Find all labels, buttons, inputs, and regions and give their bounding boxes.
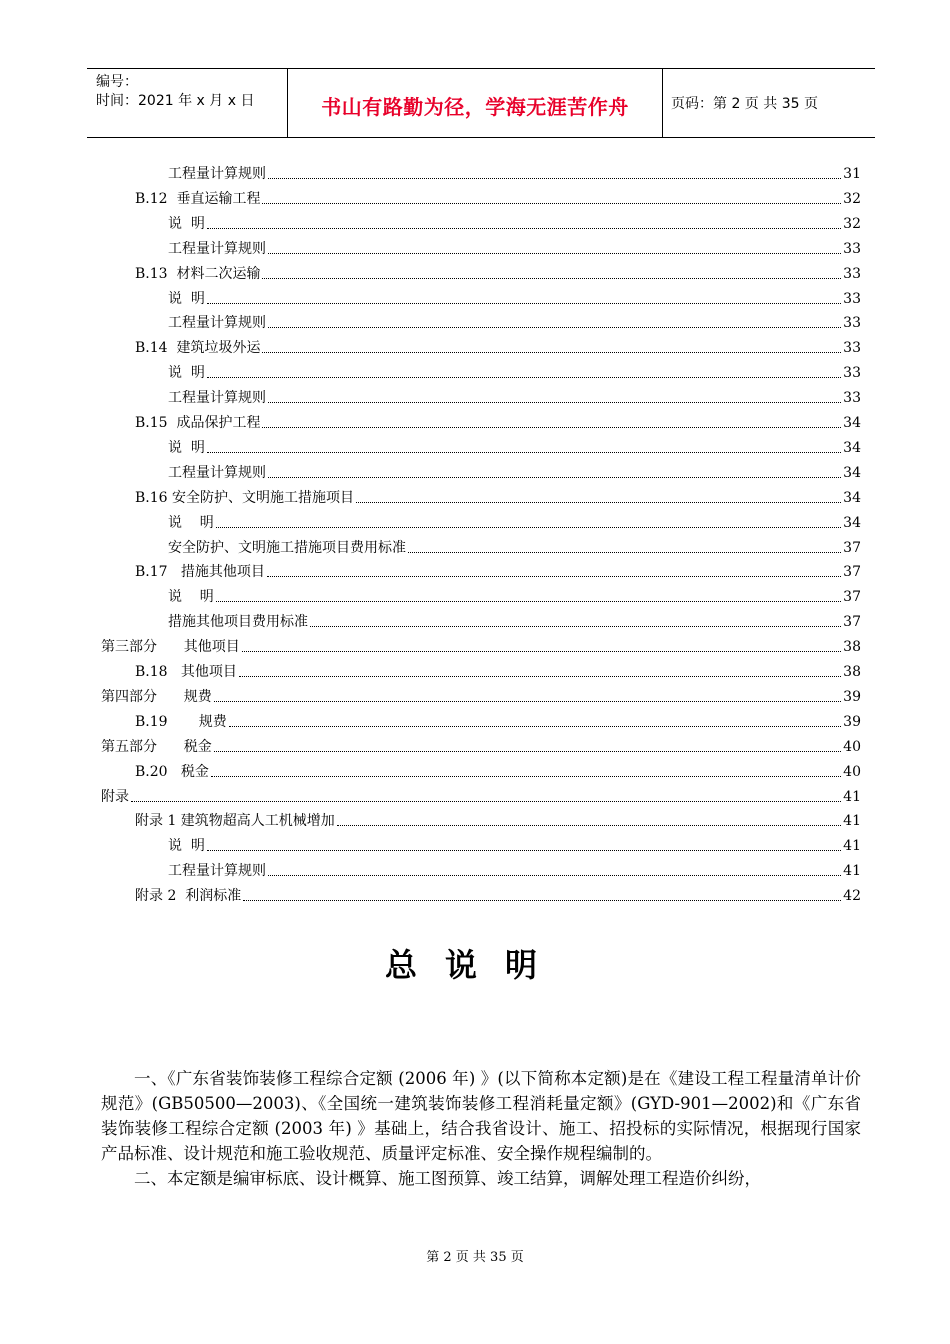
- toc-leader-dots: [131, 800, 841, 802]
- toc-leader-dots: [229, 725, 841, 727]
- toc-entry[interactable]: [168, 233, 861, 258]
- serial-label: 编号：: [96, 74, 138, 90]
- header-motto-cell: [287, 69, 663, 137]
- toc-entry-page: 41: [843, 863, 861, 880]
- toc-entry-title: 说 明: [168, 589, 214, 606]
- toc-entry[interactable]: [168, 208, 861, 233]
- toc-entry-page: 34: [843, 464, 861, 481]
- toc-entry-page: 33: [843, 365, 861, 382]
- toc-entry-page: 41: [843, 813, 861, 830]
- toc-entry-title: 说 明: [168, 514, 214, 531]
- toc-entry-page: 34: [843, 415, 861, 431]
- paragraph-1: 一、《广东省装饰装修工程综合定额 (2006 年) 》(以下简称本定额)是在《建设工程工程量清单计价规范》(GB50500—2003)、《全国统一建筑装饰装修工程消耗量定额》(GYD-901—2002)和《广东省装饰装修工程综合定额 (2003 年) 》基础上，结合我省设计、施工、招投标的实际情况，根据现行国家产品标准、设计规范和施工验收规范、质量评定标准、安全操作规程编制的。: [101, 1069, 861, 1163]
- toc-entry[interactable]: [135, 805, 861, 830]
- toc-entry-page: 40: [843, 763, 861, 780]
- toc-entry[interactable]: [135, 756, 861, 781]
- toc-entry-page: 33: [843, 315, 861, 332]
- toc-entry-title: 附录 2 利润标准: [135, 888, 242, 905]
- toc-entry-title: 第五部分 税金: [101, 738, 212, 755]
- toc-entry-title: 附录: [101, 788, 129, 805]
- toc-leader-dots: [408, 551, 841, 553]
- toc-leader-dots: [211, 775, 841, 777]
- toc-entry-title: 第三部分 其他项目: [101, 639, 240, 656]
- toc-entry[interactable]: [168, 432, 861, 457]
- toc-entry-title: B.18 其他项目: [135, 664, 237, 680]
- toc-entry-title: 说 明: [168, 215, 205, 232]
- toc-entry[interactable]: [168, 457, 861, 482]
- toc-entry[interactable]: [101, 631, 861, 656]
- toc-entry[interactable]: [168, 307, 861, 332]
- toc-entry-page: 33: [843, 290, 861, 307]
- toc-entry-page: 34: [843, 439, 861, 456]
- toc-entry-title: 说 明: [168, 365, 205, 382]
- toc-entry[interactable]: [135, 407, 861, 432]
- toc-entry-page: 42: [843, 888, 861, 905]
- toc-entry[interactable]: [168, 158, 861, 183]
- toc-entry-title: 工程量计算规则: [168, 464, 266, 481]
- toc-entry-title: 附录 1 建筑物超高人工机械增加: [135, 813, 335, 830]
- toc-leader-dots: [262, 426, 841, 428]
- toc-leader-dots: [214, 750, 841, 752]
- toc-leader-dots: [310, 625, 841, 627]
- toc-leader-dots: [207, 227, 841, 229]
- toc-entry[interactable]: [168, 283, 861, 308]
- toc-entry-page: 37: [843, 539, 861, 556]
- page-header: [87, 68, 875, 138]
- toc-entry-title: 工程量计算规则: [168, 390, 266, 407]
- toc-entry-title: B.15 成品保护工程: [135, 415, 261, 431]
- page-footer: 第 2 页 共 35 页: [426, 1250, 524, 1265]
- toc-entry-page: 39: [843, 688, 861, 705]
- toc-leader-dots: [242, 650, 841, 652]
- header-page-cell: [662, 69, 875, 137]
- toc-entry[interactable]: [168, 581, 861, 606]
- toc-leader-dots: [243, 899, 841, 901]
- toc-entry-page: 40: [843, 738, 861, 755]
- toc-leader-dots: [262, 202, 841, 204]
- toc-entry[interactable]: [135, 332, 861, 357]
- page-info: 页码：第 2 页 共 35 页: [671, 96, 818, 112]
- toc-entry-page: 32: [843, 215, 861, 232]
- toc-entry-page: 38: [843, 664, 861, 680]
- toc-entry-page: 32: [843, 190, 861, 207]
- toc-entry-page: 33: [843, 240, 861, 257]
- toc-entry[interactable]: [135, 880, 861, 905]
- toc-entry[interactable]: [135, 482, 861, 507]
- toc-entry[interactable]: [135, 706, 861, 731]
- toc-entry-title: 说 明: [168, 439, 205, 456]
- toc-entry-page: 37: [843, 564, 861, 581]
- toc-entry[interactable]: [135, 556, 861, 581]
- toc-entry-title: 安全防护、文明施工措施项目费用标准: [168, 539, 406, 556]
- toc-entry-page: 34: [843, 514, 861, 531]
- toc-entry[interactable]: [101, 681, 861, 706]
- toc-entry-title: B.20 税金: [135, 763, 209, 780]
- body-text: [101, 1066, 861, 1191]
- toc-entry[interactable]: [168, 606, 861, 631]
- toc-entry-page: 33: [843, 265, 861, 282]
- toc-entry[interactable]: [135, 258, 861, 283]
- toc-entry-title: 说 明: [168, 838, 205, 855]
- toc-entry-page: 41: [843, 788, 861, 805]
- toc-leader-dots: [267, 575, 841, 577]
- toc-leader-dots: [214, 700, 841, 702]
- toc-entry-title: B.14 建筑垃圾外运: [135, 340, 261, 357]
- motto: 书山有路勤为径，学海无涯苦作舟: [321, 95, 629, 119]
- toc-entry[interactable]: [135, 656, 861, 681]
- time-label: 时间：2021 年 x 月 x 日: [96, 93, 255, 109]
- toc-entry-title: B.12 垂直运输工程: [135, 190, 261, 207]
- toc-leader-dots: [207, 376, 841, 378]
- toc-entry[interactable]: [168, 357, 861, 382]
- toc-leader-dots: [239, 675, 841, 677]
- toc-entry-title: 工程量计算规则: [168, 315, 266, 332]
- toc-leader-dots: [216, 600, 841, 602]
- toc-entry-page: 33: [843, 340, 861, 357]
- toc-entry-page: 37: [843, 614, 861, 631]
- toc-entry-page: 39: [843, 713, 861, 730]
- toc-entry[interactable]: [135, 183, 861, 208]
- header-meta: [87, 69, 287, 137]
- toc-leader-dots: [268, 401, 841, 403]
- toc-leader-dots: [356, 501, 841, 503]
- toc-entry[interactable]: [168, 507, 861, 532]
- toc-entry-title: 工程量计算规则: [168, 166, 266, 182]
- toc-entry-title: B.19 规费: [135, 713, 227, 730]
- toc-leader-dots: [268, 874, 841, 876]
- toc-leader-dots: [207, 451, 841, 453]
- toc-leader-dots: [268, 326, 841, 328]
- toc-entry-title: 说 明: [168, 290, 205, 307]
- section-title: 总说明: [384, 946, 565, 984]
- toc-entry-title: 工程量计算规则: [168, 240, 266, 257]
- toc-leader-dots: [262, 351, 841, 353]
- paragraph-2: 二、本定额是编审标底、设计概算、施工图预算、竣工结算，调解处理工程造价纠纷，: [134, 1169, 761, 1188]
- toc-leader-dots: [262, 277, 841, 279]
- toc-entry[interactable]: [101, 781, 861, 806]
- toc-leader-dots: [268, 252, 841, 254]
- toc-entry[interactable]: [168, 532, 861, 557]
- toc-entry[interactable]: [101, 731, 861, 756]
- toc-entry-title: 措施其他项目费用标准: [168, 614, 308, 631]
- toc-entry-page: 34: [843, 489, 861, 506]
- toc-leader-dots: [207, 849, 841, 851]
- toc-entry-page: 41: [843, 838, 861, 855]
- toc-leader-dots: [268, 476, 841, 478]
- toc-entry-page: 38: [843, 639, 861, 656]
- toc-entry-title: 第四部分 规费: [101, 688, 212, 705]
- toc-entry-title: B.13 材料二次运输: [135, 265, 261, 282]
- toc-entry-page: 31: [843, 166, 861, 182]
- toc-leader-dots: [216, 526, 841, 528]
- toc-entry-page: 33: [843, 390, 861, 407]
- toc-leader-dots: [207, 302, 841, 304]
- toc-entry[interactable]: [168, 855, 861, 880]
- toc-entry-title: B.16 安全防护、文明施工措施项目: [135, 489, 355, 506]
- toc-leader-dots: [337, 824, 841, 826]
- toc-leader-dots: [268, 177, 841, 179]
- toc-entry-page: 37: [843, 589, 861, 606]
- toc-entry-title: B.17 措施其他项目: [135, 564, 265, 581]
- toc-entry[interactable]: [168, 382, 861, 407]
- toc-entry-title: 工程量计算规则: [168, 863, 266, 880]
- toc-entry[interactable]: [168, 830, 861, 855]
